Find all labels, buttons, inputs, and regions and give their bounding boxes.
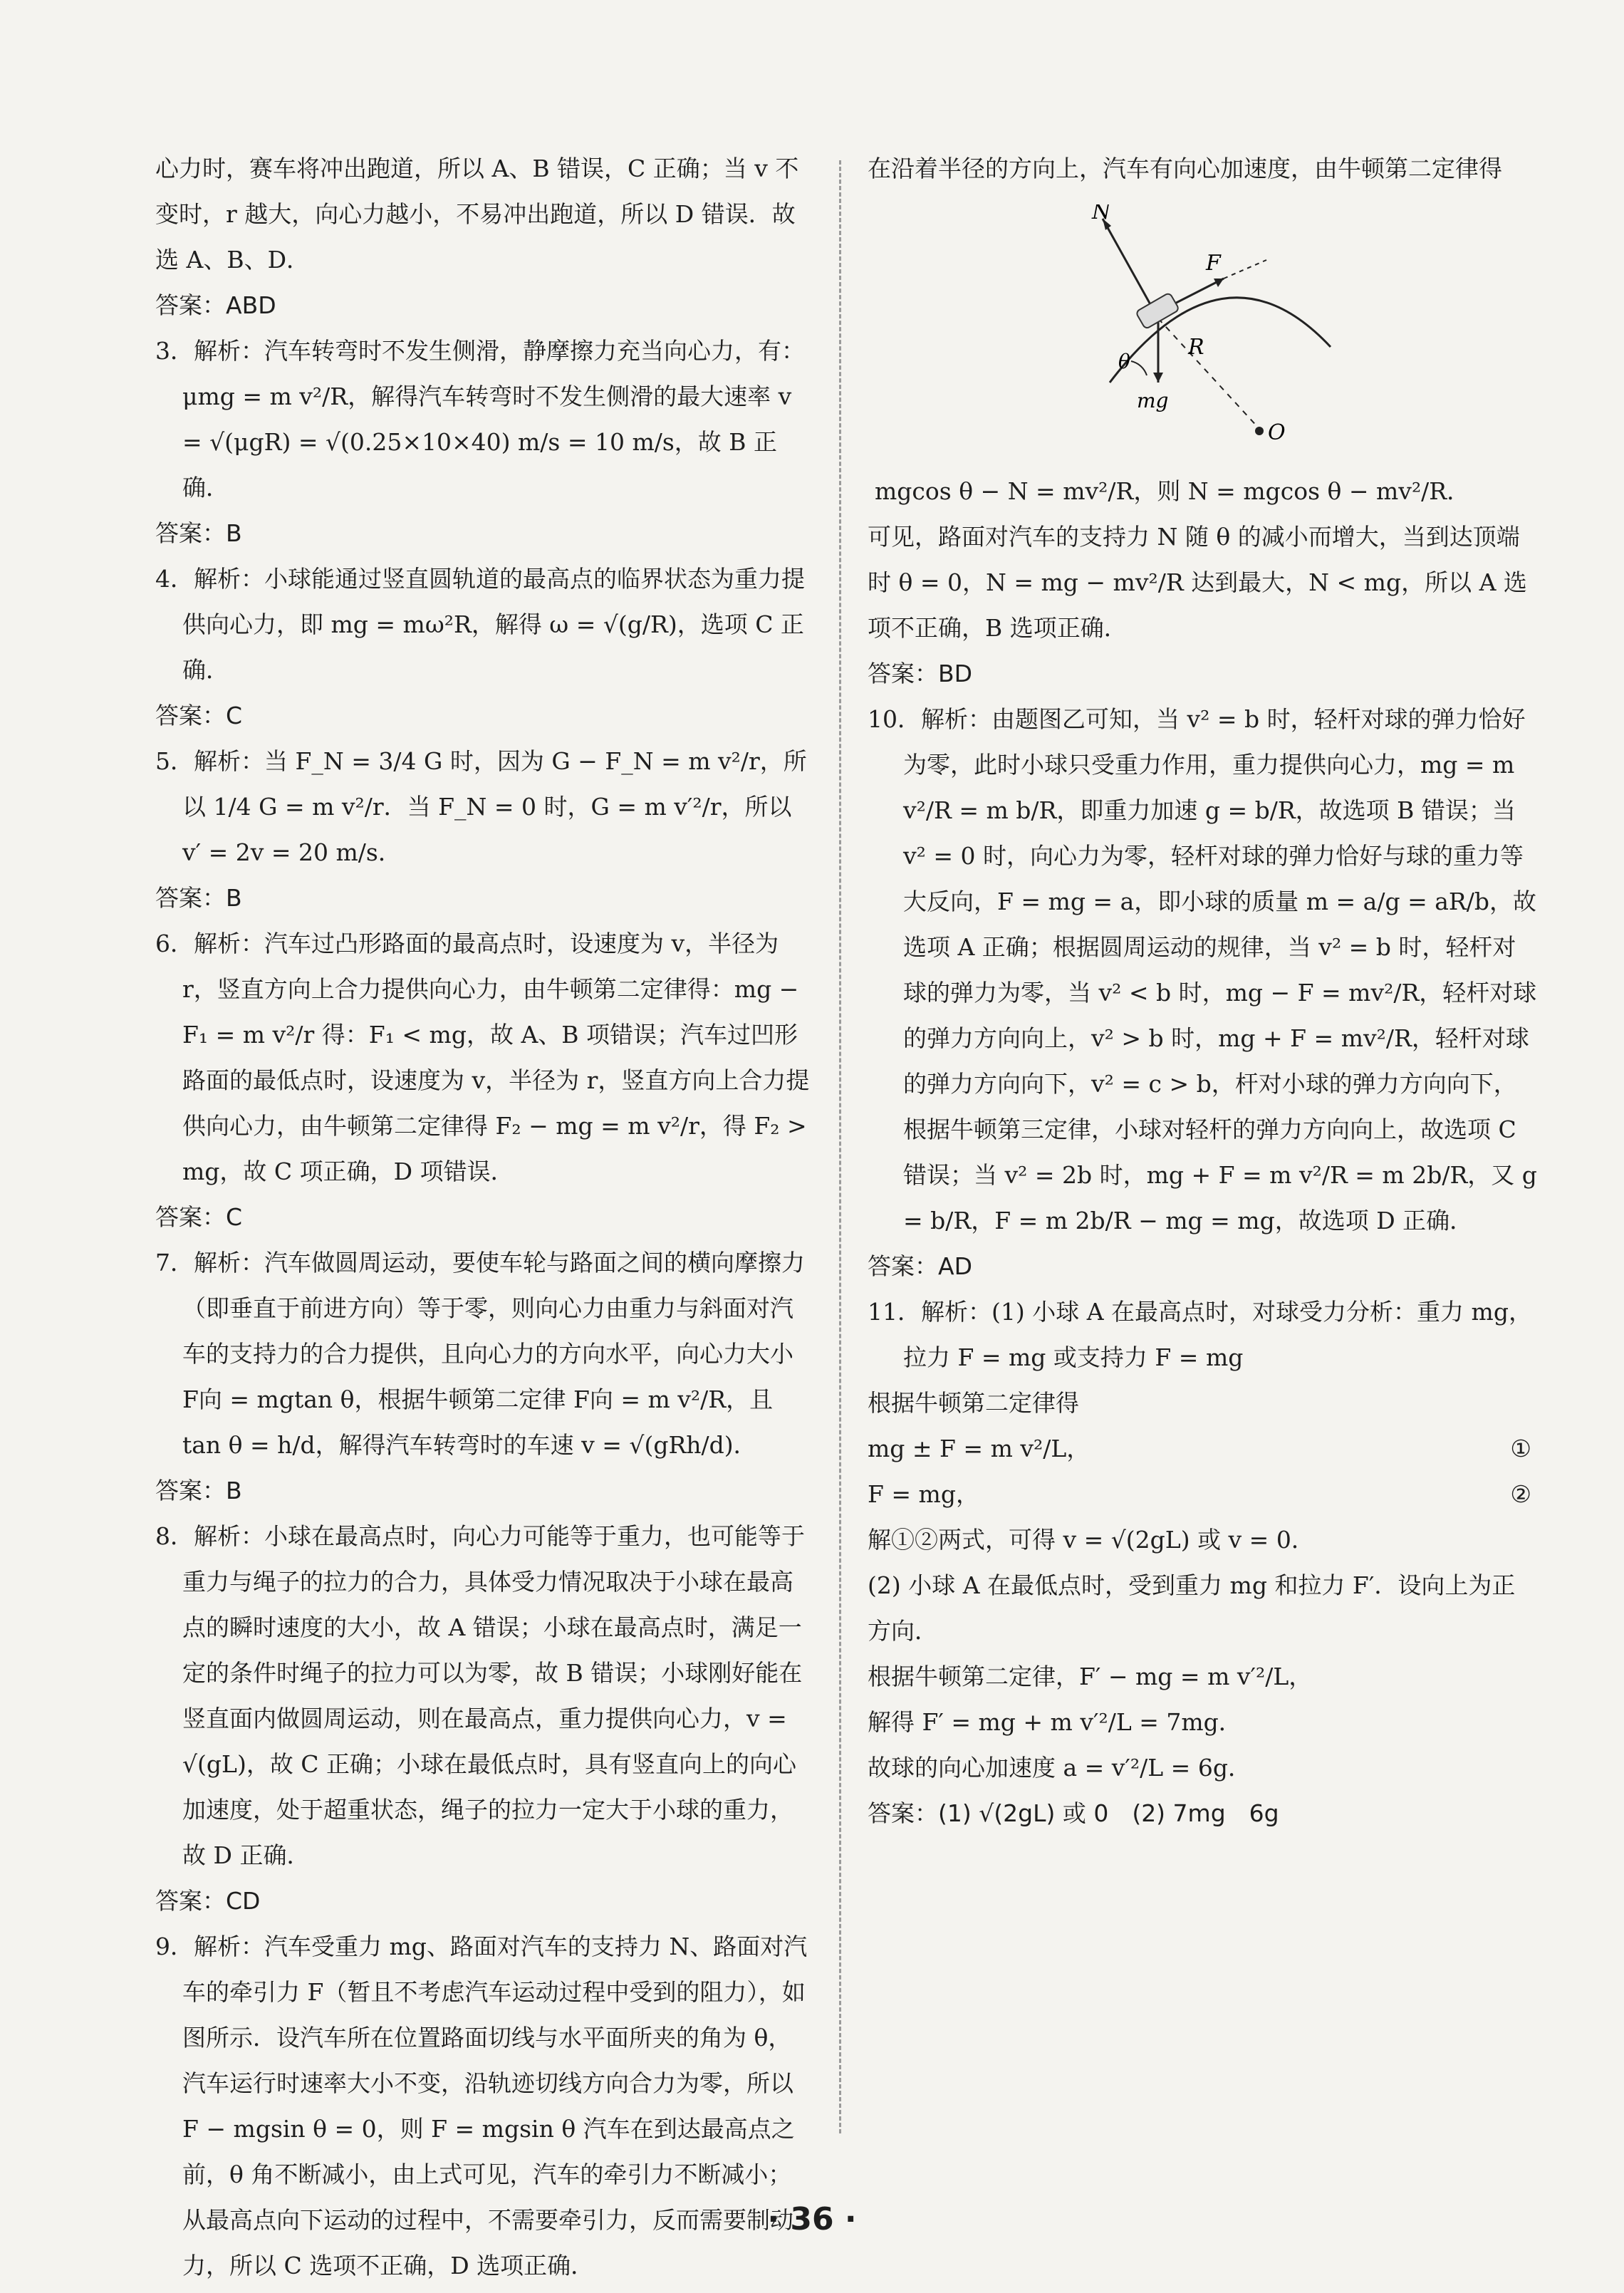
equation-tag: ②	[1510, 1480, 1531, 1508]
paragraph: 心力时，赛车将冲出跑道，所以 A、B 错误，C 正确；当 v 不变时，r 越大，向心力越小，不易冲出跑道，所以 D 错误．故选 A、B、D．	[155, 155, 799, 274]
equation: mgcos θ − N = mv²/R，则 N = mgcos θ − mv²/R．	[875, 477, 1471, 505]
answer-5: 答案：B	[155, 884, 242, 912]
answer-7: 答案：B	[155, 1477, 242, 1504]
answer-2: 答案：ABD	[155, 291, 276, 319]
equation: 解得 F′ = mg + m v′²/L = 7mg．	[868, 1708, 1242, 1736]
equation-tag: ①	[1510, 1435, 1531, 1462]
paragraph: 可见，路面对汽车的支持力 N 随 θ 的减小而增大，当到达顶端时 θ = 0，N = mg − mv²/R 达到最大，N < mg，所以 A 选项不正确，B 选项正确．	[868, 523, 1527, 642]
column-divider	[839, 160, 841, 2133]
answer-6: 答案：C	[155, 1203, 243, 1231]
solution-9: 9．解析：汽车受重力 mg、路面对汽车的支持力 N、路面对汽车的牵引力 F（暂且不考虑汽车运动过程中受到的阻力），如图所示．设汽车所在位置路面切线与水平面所夹的角为 θ，汽车运行时速率大小不变，沿轨迹切线方向合力为零，所以 F − mgsin θ = 0，则 F = mgsin θ 汽车在到达最高点之前，θ 角不断减小，由上式可见，汽车的牵引力不断减小；从最高点向下运动的过程中，不需要牵引力，反而需要制动力，所以 C 选项不正确，D 选项正确．	[155, 1933, 808, 2279]
answer-10: 答案：AD	[868, 1252, 972, 1280]
right-column	[868, 146, 1537, 1836]
angle-arc	[1131, 361, 1147, 375]
answer-11: 答案：(1) √(2gL) 或 0 (2) 7mg 6g	[868, 1799, 1279, 1827]
paragraph: 根据牛顿第二定律得	[868, 1389, 1079, 1417]
solution-11: 11．解析：(1) 小球 A 在最高点时，对球受力分析：重力 mg，拉力 F = mg 或支持力 F = mg	[868, 1298, 1532, 1371]
paragraph: 在沿着半径的方向上，汽车有向心加速度，由牛顿第二定律得	[868, 155, 1502, 182]
page-number: · 36 ·	[767, 2201, 857, 2237]
radius-dashed-line	[1158, 318, 1259, 429]
solution-10: 10．解析：由题图乙可知，当 v² = b 时，轻杆对球的弹力恰好为零，此时小球只受重力作用，重力提供向心力，mg = m v²/R = m b/R，即重力加速 g = b/R，故选项 B 错误；当 v² = 0 时，向心力为零，轻杆对球的弹力恰好与球的重力等大反向，F = mg = a，即小球的质量 m = a/g = aR/b，故选项 A 正确；根据圆周运动的规律，当 v² = b 时，轻杆对球的弹力为零，当 v² < b 时，mg − F = mv²/R，轻杆对球的弹力方向向上，v² > b 时，mg + F = mv²/R，轻杆对球的弹力方向向下，v² = c > b，杆对小球的弹力方向向下，根据牛顿第三定律，小球对轻杆的弹力方向向上，故选项 C 错误；当 v² = 2b 时，mg + F = m v²/R = m 2b/R，又 g = b/R，F = m 2b/R − mg = mg，故选项 D 正确．	[868, 705, 1537, 1234]
solution-4: 4．解析：小球能通过竖直圆轨道的最高点的临界状态为重力提供向心力，即 mg = mω²R，解得 ω = √(g/R)，选项 C 正确．	[155, 565, 805, 684]
solution-8: 8．解析：小球在最高点时，向心力可能等于重力，也可能等于重力与绳子的拉力的合力，具体受力情况取决于小球在最高点的瞬时速度的大小，故 A 错误；小球在最高点时，满足一定的条件时绳子的拉力可以为零，故 B 错误；小球刚好能在竖直面内做圆周运动，则在最高点，重力提供向心力，v = √(gL)，故 C 正确；小球在最低点时，具有竖直向上的向心加速度，处于超重状态，绳子的拉力一定大于小球的重力，故 D 正确．	[155, 1522, 805, 1869]
label-R: R	[1188, 335, 1204, 360]
answer-8: 答案：CD	[155, 1887, 261, 1915]
label-N: N	[1092, 204, 1111, 224]
equation: 根据牛顿第二定律，F′ − mg = m v′²/L，	[868, 1663, 1313, 1690]
solution-7: 7．解析：汽车做圆周运动，要使车轮与路面之间的横向摩擦力（即垂直于前进方向）等于零，则向心力由重力与斜面对汽车的支持力的合力提供，且向心力的方向水平，向心力大小 F向 = mgtan θ，根据牛顿第二定律 F向 = m v²/R，且 tan θ = h/d，解得汽车转弯时的车速 v = √(gRh/d)．	[155, 1249, 805, 1459]
tangent-dashed-line	[1224, 260, 1266, 279]
label-O: O	[1268, 420, 1286, 445]
equation: F = mg，	[868, 1480, 979, 1508]
force-diagram	[1081, 204, 1338, 447]
answer-3: 答案：B	[155, 519, 242, 547]
solution-3: 3．解析：汽车转弯时不发生侧滑，静摩擦力充当向心力，有：μmg = m v²/R，解得汽车转弯时不发生侧滑的最大速率 v = √(μgR) = √(0.25×10×40) m/s = 10 m/s，故 B 正确．	[155, 337, 805, 501]
equation-row-1	[868, 1426, 1537, 1472]
left-column	[155, 146, 811, 2289]
solution-5: 5．解析：当 F_N = 3/4 G 时，因为 G − F_N = m v²/r，所以 1/4 G = m v²/r．当 F_N = 0 时，G = m v′²/r，所以 v′ = 2v = 20 m/s．	[155, 747, 807, 866]
answer-9: 答案：BD	[868, 660, 973, 687]
paragraph: 解①②两式，可得 v = √(2gL) 或 v = 0．	[868, 1526, 1315, 1554]
answer-4: 答案：C	[155, 702, 243, 729]
equation-row-2	[868, 1472, 1537, 1517]
equation: 故球的向心加速度 a = v′²/L = 6g．	[868, 1754, 1251, 1782]
equation: mg ± F = m v²/L，	[868, 1435, 1091, 1462]
solution-6: 6．解析：汽车过凸形路面的最高点时，设速度为 v，半径为 r，竖直方向上合力提供向心力，由牛顿第二定律得：mg − F₁ = m v²/r 得：F₁ < mg，故 A、B 项错误；汽车过凹形路面的最低点时，设速度为 v，半径为 r，竖直方向上合力提供向心力，由牛顿第二定律得 F₂ − mg = m v²/r，得 F₂ > mg，故 C 项正确，D 项错误．	[155, 930, 810, 1185]
label-theta: θ	[1118, 350, 1130, 373]
label-F: F	[1206, 251, 1221, 276]
label-mg: mg	[1137, 389, 1169, 412]
paragraph: (2) 小球 A 在最低点时，受到重力 mg 和拉力 F′．设向上为正方向．	[868, 1571, 1516, 1645]
center-point	[1255, 427, 1264, 435]
